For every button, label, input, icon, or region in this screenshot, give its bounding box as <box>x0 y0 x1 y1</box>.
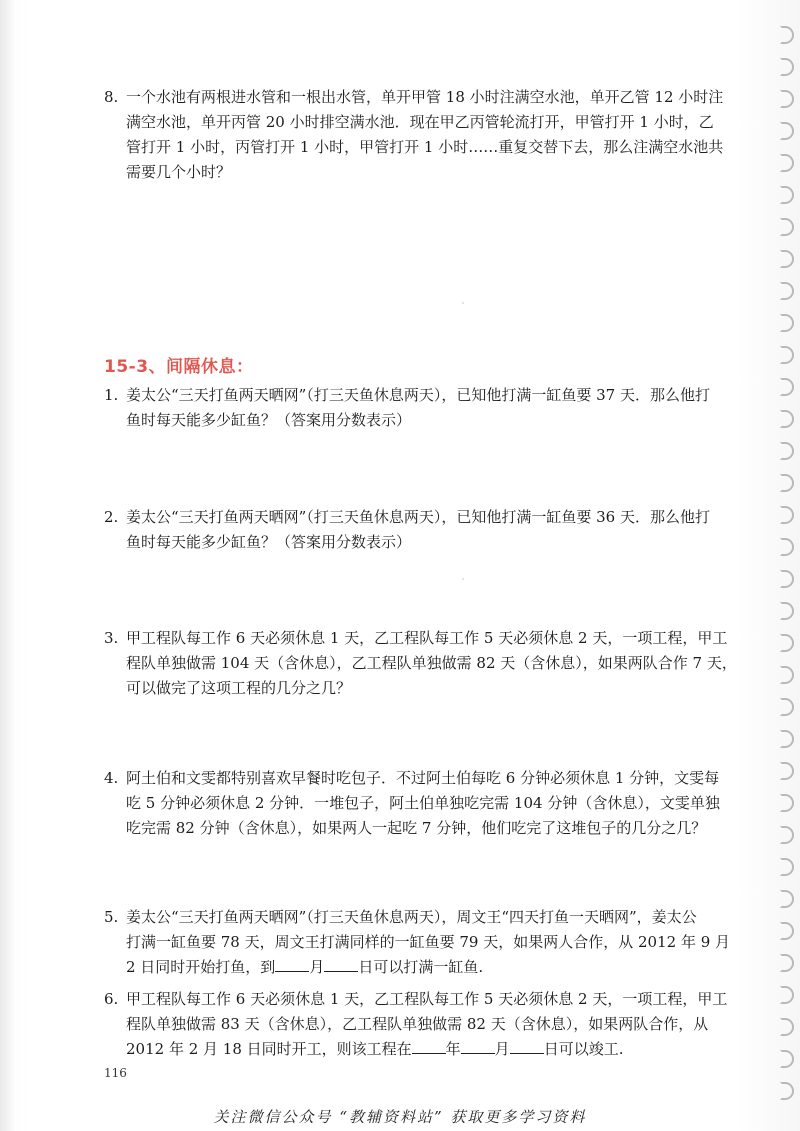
problem-text-line: 姜太公“三天打鱼两天晒网”（打三天鱼休息两天），已知他打满一缸鱼要 37 天．那么他打 <box>126 386 710 404</box>
binding-ring-icon <box>780 218 794 236</box>
problem-number: 3. <box>104 629 119 647</box>
binding-ring-icon <box>780 90 794 108</box>
problem-number: 6. <box>104 990 119 1008</box>
binding-ring-icon <box>780 954 794 972</box>
problem-text-line: 鱼时每天能多少缸鱼？（答案用分数表示） <box>126 411 412 429</box>
problem-text-line: 可以做完了这项工程的几分之几？ <box>126 679 352 697</box>
binding-ring-icon <box>780 730 794 748</box>
problem-text-line: 阿土伯和文雯都特别喜欢早餐时吃包子．不过阿土伯每吃 6 分钟必须休息 1 分钟，文雯每 <box>126 769 720 787</box>
binding-ring-icon <box>780 986 794 1004</box>
binding-ring-icon <box>780 314 794 332</box>
binding-ring-icon <box>780 762 794 780</box>
spiral-binding <box>772 0 800 1131</box>
problem-number: 2. <box>104 508 119 526</box>
problem-text-line: 打满一缸鱼要 78 天，周文王打满同样的一缸鱼要 79 天，如果两人合作，从 2012 年 9 月 <box>126 933 731 951</box>
binding-ring-icon <box>780 698 794 716</box>
problem-text-line: 需要几个小时？ <box>126 163 232 181</box>
binding-ring-icon <box>780 378 794 396</box>
binding-ring-icon <box>780 1050 794 1068</box>
binding-ring-icon <box>780 282 794 300</box>
problem-text-line-with-blanks: 2 日同时开始打鱼，到 月 日可以打满一缸鱼. <box>126 958 484 976</box>
binding-ring-icon <box>780 666 794 684</box>
binding-ring-icon <box>780 474 794 492</box>
problem-8 <box>104 85 724 185</box>
problem-text-line: 一个水池有两根进水管和一根出水管，单开甲管 18 小时注满空水池，单开乙管 12 小时注 <box>126 88 724 106</box>
problem-2 <box>104 505 720 555</box>
binding-ring-icon <box>780 634 794 652</box>
binding-ring-icon <box>780 1082 794 1100</box>
binding-ring-icon <box>780 122 794 140</box>
problem-3 <box>104 626 737 701</box>
section-heading: 15-3、间隔休息： <box>104 357 254 377</box>
problem-text-line: 程队单独做需 104 天（含休息），乙工程队单独做需 82 天（含休息），如果两队合作 7 天， <box>126 654 737 672</box>
binding-ring-icon <box>780 890 794 908</box>
binding-ring-icon <box>780 250 794 268</box>
binding-ring-icon <box>780 26 794 44</box>
page-left-shadow <box>0 0 16 1131</box>
answer-blank <box>412 1039 446 1054</box>
answer-blank <box>461 1039 495 1054</box>
problem-text-line: 鱼时每天能多少缸鱼？（答案用分数表示） <box>126 533 412 551</box>
answer-blank <box>324 957 358 972</box>
binding-ring-icon <box>780 826 794 844</box>
binding-ring-icon <box>780 922 794 940</box>
binding-ring-icon <box>780 858 794 876</box>
problem-text-line: 吃 5 分钟必须休息 2 分钟．一堆包子，阿土伯单独吃完需 104 分钟（含休息），文雯单独 <box>126 794 720 812</box>
problem-text-line: 甲工程队每工作 6 天必须休息 1 天，乙工程队每工作 5 天必须休息 2 天，一项工程，甲工 <box>126 629 728 647</box>
problem-number: 1. <box>104 386 119 404</box>
scan-speck <box>462 578 464 580</box>
problem-text-line: 管打开 1 小时，丙管打开 1 小时，甲管打开 1 小时……重复交替下去，那么注满空水池共 <box>126 138 724 156</box>
problem-text-line: 甲工程队每工作 6 天必须休息 1 天，乙工程队每工作 5 天必须休息 2 天，一项工程，甲工 <box>126 990 728 1008</box>
binding-ring-icon <box>780 570 794 588</box>
problem-text-line: 满空水池，单开丙管 20 小时排空满水池．现在甲乙丙管轮流打开，甲管打开 1 小时，乙 <box>126 113 714 131</box>
binding-ring-icon <box>780 154 794 172</box>
problem-number: 5. <box>104 908 119 926</box>
footer-note: 关注微信公众号 “教辅资料站” 获取更多学习资料 <box>213 1108 587 1126</box>
scan-speck <box>462 302 464 304</box>
binding-ring-icon <box>780 794 794 812</box>
problem-text-line: 姜太公“三天打鱼两天晒网”（打三天鱼休息两天），周文王“四天打鱼一天晒网”，姜太公 <box>126 908 697 926</box>
problem-number: 4. <box>104 769 119 787</box>
problem-6 <box>104 987 728 1062</box>
binding-ring-icon <box>780 538 794 556</box>
answer-blank <box>510 1039 544 1054</box>
binding-ring-icon <box>780 442 794 460</box>
binding-ring-icon <box>780 602 794 620</box>
problem-number: 8. <box>104 88 119 106</box>
problem-1 <box>104 383 720 433</box>
binding-ring-icon <box>780 506 794 524</box>
problem-text-line-with-blanks: 2012 年 2 月 18 日同时开工，则该工程在 年 月 日可以竣工. <box>126 1040 624 1058</box>
binding-ring-icon <box>780 346 794 364</box>
problem-text-line: 姜太公“三天打鱼两天晒网”（打三天鱼休息两天），已知他打满一缸鱼要 36 天．那么他打 <box>126 508 710 526</box>
binding-ring-icon <box>780 1018 794 1036</box>
problem-text-line: 程队单独做需 83 天（含休息），乙工程队单独做需 82 天（含休息），如果两队合作，从 <box>126 1015 709 1033</box>
binding-ring-icon <box>780 58 794 76</box>
answer-blank <box>275 957 309 972</box>
problem-text-line: 吃完需 82 分钟（含休息），如果两人一起吃 7 分钟，他们吃完了这堆包子的几分之几？ <box>126 819 707 837</box>
binding-ring-icon <box>780 410 794 428</box>
problem-5 <box>104 905 731 980</box>
page-number: 116 <box>104 1066 127 1080</box>
problem-4 <box>104 766 720 841</box>
binding-ring-icon <box>780 186 794 204</box>
